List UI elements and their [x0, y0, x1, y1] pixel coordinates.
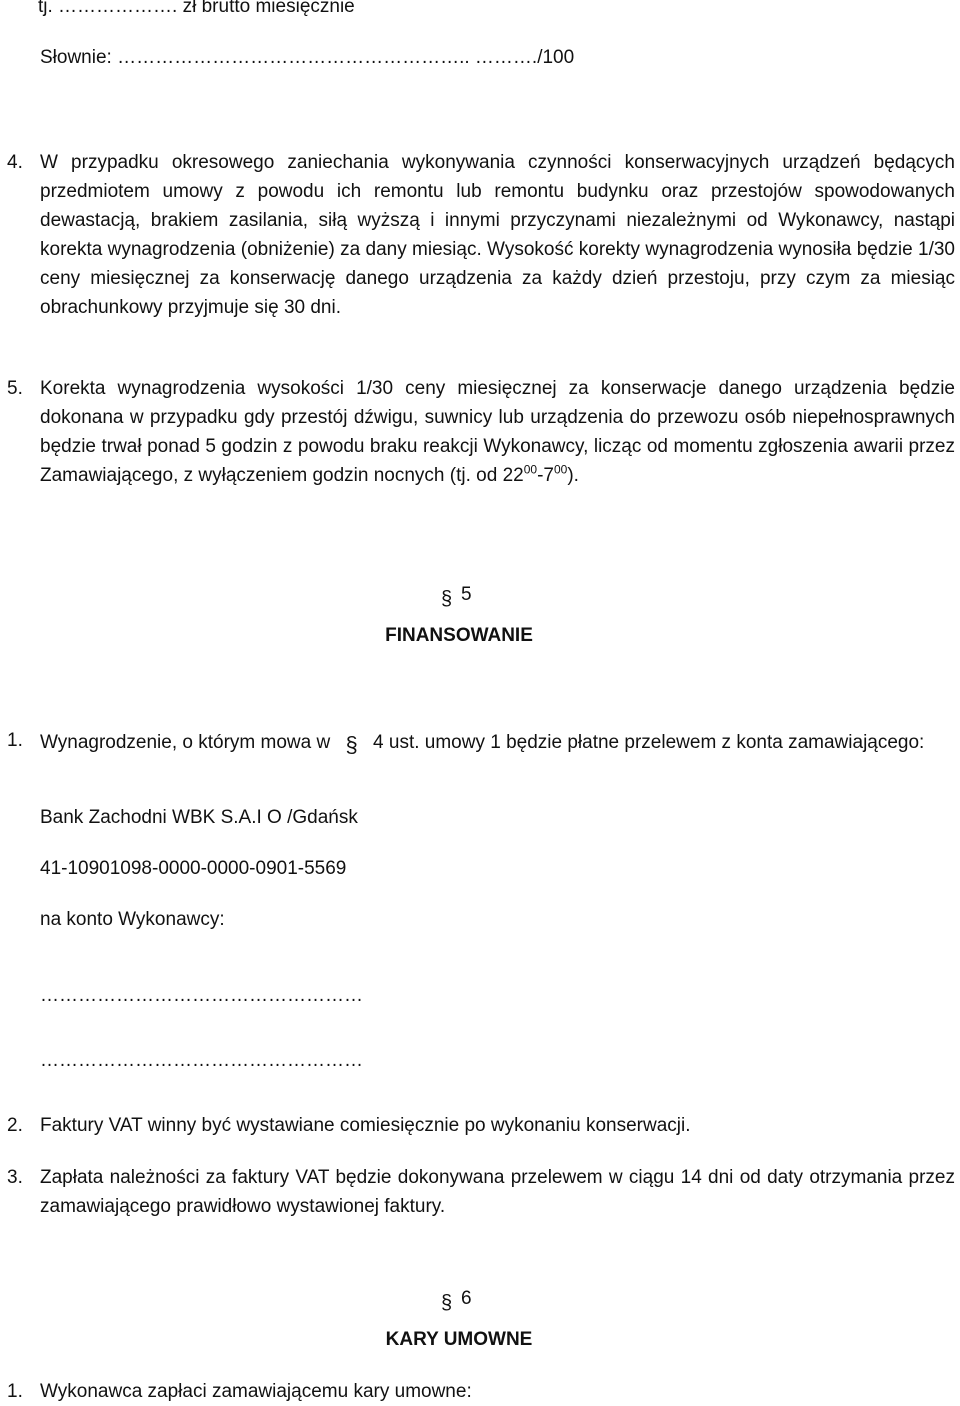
contractor-account-blank-2: …………………………………………… — [40, 1050, 363, 1071]
fin-2-number: 2. — [7, 1115, 23, 1136]
section-5-number: 5 — [461, 584, 472, 605]
amount-in-words-line: Słownie: ……………………………………………….. ………./100 — [40, 47, 575, 68]
contractor-account-blank-1: …………………………………………… — [40, 985, 363, 1006]
section-mark-icon: § — [345, 732, 358, 757]
fin-1-text: Wynagrodzenie, o którym mowa w § 4 ust. umowy 1 będzie płatne przelewem z konta zamawiającego: — [40, 732, 925, 757]
fin-3-number: 3. — [7, 1167, 23, 1188]
bank-name: Bank Zachodni WBK S.A.I O /Gdańsk — [40, 807, 358, 828]
fin-1-number: 1. — [7, 730, 23, 751]
section-mark-icon: § — [441, 588, 453, 610]
bank-account-number: 41-10901098-0000-0000-0901-5569 — [40, 858, 347, 879]
penalty-1-number: 1. — [7, 1381, 23, 1402]
fin-2-text: Faktury VAT winny być wystawiane comiesięcznie po wykonaniu konserwacji. — [40, 1115, 691, 1136]
item-5-text — [40, 374, 955, 490]
contractor-account-label: na konto Wykonawcy: — [40, 909, 225, 930]
item-4-number: 4. — [7, 152, 23, 173]
section-mark-icon: § — [441, 1292, 453, 1314]
item-4-text: W przypadku okresowego zaniechania wykonywania czynności konserwacyjnych urządzeń będących przedmiotem umowy z powodu ich remontu lub remontu budynku oraz przestojów spowodowanych dewastacją, brakiem zasilania, siłą wyższą i innymi przyczynami niezależnymi od Wykonawcy, nastąpi korekta wynagrodzenia (obniżenie) za dany miesiąc. Wysokość korekty wynagrodzenia wynosiła będzie 1/30 ceny miesięcznej za konserwację danego urządzenia za każdy dzień przestoju, przy czym za miesiąc obrachunkowy przyjmuje się 30 dni. — [40, 152, 955, 318]
section-6-title: KARY UMOWNE — [385, 1329, 533, 1350]
section-5-title: FINANSOWANIE — [385, 625, 533, 646]
item-5-body: Korekta wynagrodzenia wysokości 1/30 ceny miesięcznej za konserwacje danego urządzenia będzie dokonana w przypadku gdy przestój dźwigu, suwnicy lub urządzenia do przewozu osób niepełnosprawnych będzie trwał ponad 5 godzin z powodu braku reakcji Wykonawcy, licząc od momentu zgłoszenia awarii przez Zamawiającego, z wyłączeniem godzin nocnych — [40, 378, 955, 486]
gross-amount-line: tj. ………………. zł brutto miesięcznie — [38, 0, 355, 17]
section-6-number: 6 — [461, 1288, 472, 1309]
penalty-1-text: Wykonawca zapłaci zamawiającemu kary umowne: — [40, 1381, 472, 1402]
item-5-number: 5. — [7, 378, 23, 399]
item-5-tail: (tj. od $22^{00}-7^{00}$). — [449, 462, 579, 486]
fin-3-text: Zapłata należności za faktury VAT będzie dokonywana przelewem w ciągu 14 dni od daty otrzymania przez zamawiającego prawidłowo wystawionej faktury. — [40, 1167, 955, 1217]
